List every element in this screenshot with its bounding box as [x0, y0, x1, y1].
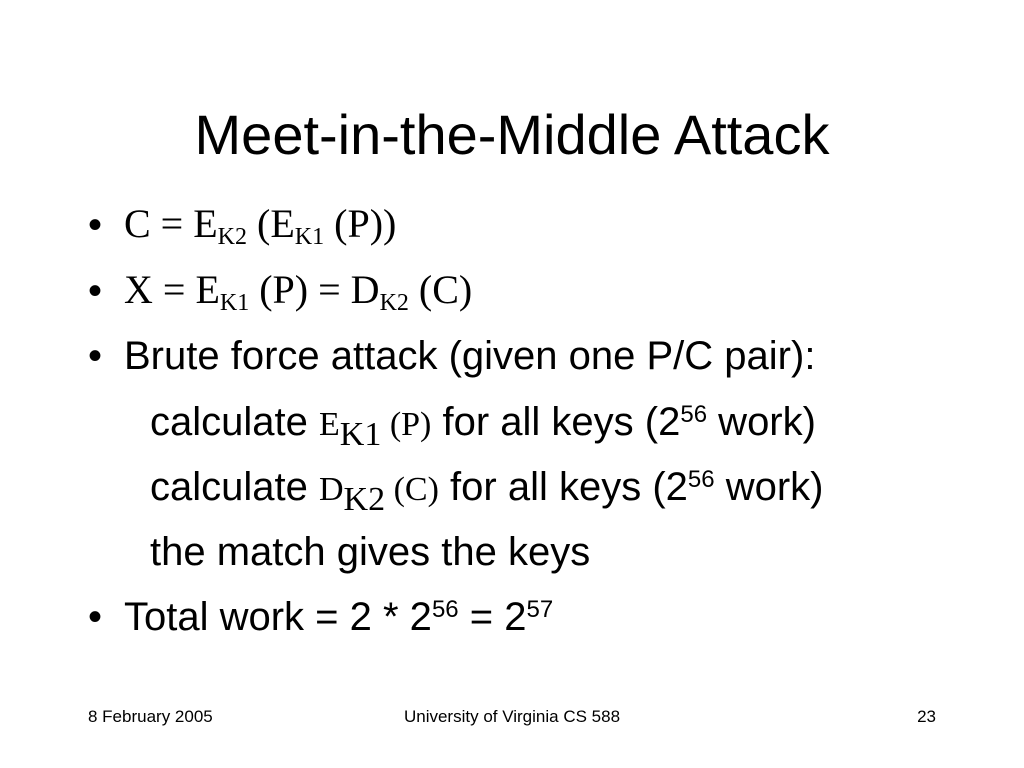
equation-ciphertext: [124, 199, 396, 249]
equation-intermediate: [124, 265, 472, 315]
step2-exp: 56: [687, 465, 715, 493]
total-text-b: = 2: [458, 595, 527, 639]
footer-date: 8 February 2005: [88, 707, 213, 726]
eq1-text-c: (P)): [324, 201, 397, 246]
total-exp-56: 56: [431, 595, 459, 623]
step2-mid: for all keys (2: [438, 465, 688, 509]
step1-mid: for all keys (2: [431, 400, 681, 444]
eq2-sub-k2: K2: [379, 290, 409, 317]
step-match: the match gives the keys: [150, 530, 591, 574]
eq1-sub-k2: K2: [217, 224, 248, 251]
step1-sub: K1: [339, 416, 382, 454]
step2-arg: (C): [385, 471, 439, 508]
total-text-a: Total work = 2 * 2: [124, 595, 432, 639]
footer-course: University of Virginia CS 588: [403, 707, 621, 726]
eq1-text-b: (E: [247, 201, 295, 246]
brute-force-heading: Brute force attack (given one P/C pair):: [124, 334, 816, 378]
eq2-sub-k1: K1: [219, 290, 250, 317]
eq1-text-a: C = E: [124, 201, 218, 246]
slide-title: Meet-in-the-Middle Attack: [194, 103, 830, 166]
total-work: [124, 592, 553, 642]
step2-sub: K2: [343, 481, 386, 519]
step1-exp: 56: [680, 400, 708, 428]
step-decrypt: [150, 462, 824, 519]
step1-pre: calculate: [150, 400, 319, 444]
step2-post: work): [714, 465, 824, 509]
eq1-sub-k1: K1: [294, 224, 325, 251]
total-exp-57: 57: [526, 595, 554, 623]
step-encrypt: [150, 397, 816, 454]
bullet-icon: •: [88, 203, 103, 247]
step1-op: E: [318, 406, 340, 443]
bullet-icon: •: [88, 269, 103, 313]
step2-op: D: [318, 471, 344, 508]
step1-post: work): [707, 400, 816, 444]
eq2-text-c: (C): [408, 267, 473, 312]
bullet-icon: •: [88, 595, 103, 639]
step1-arg: (P): [381, 406, 432, 443]
eq2-text-b: (P) = D: [249, 267, 380, 312]
bullet-icon: •: [88, 334, 103, 378]
step2-pre: calculate: [150, 465, 319, 509]
eq2-text-a: X = E: [124, 267, 220, 312]
footer-page-number: 23: [917, 707, 936, 726]
